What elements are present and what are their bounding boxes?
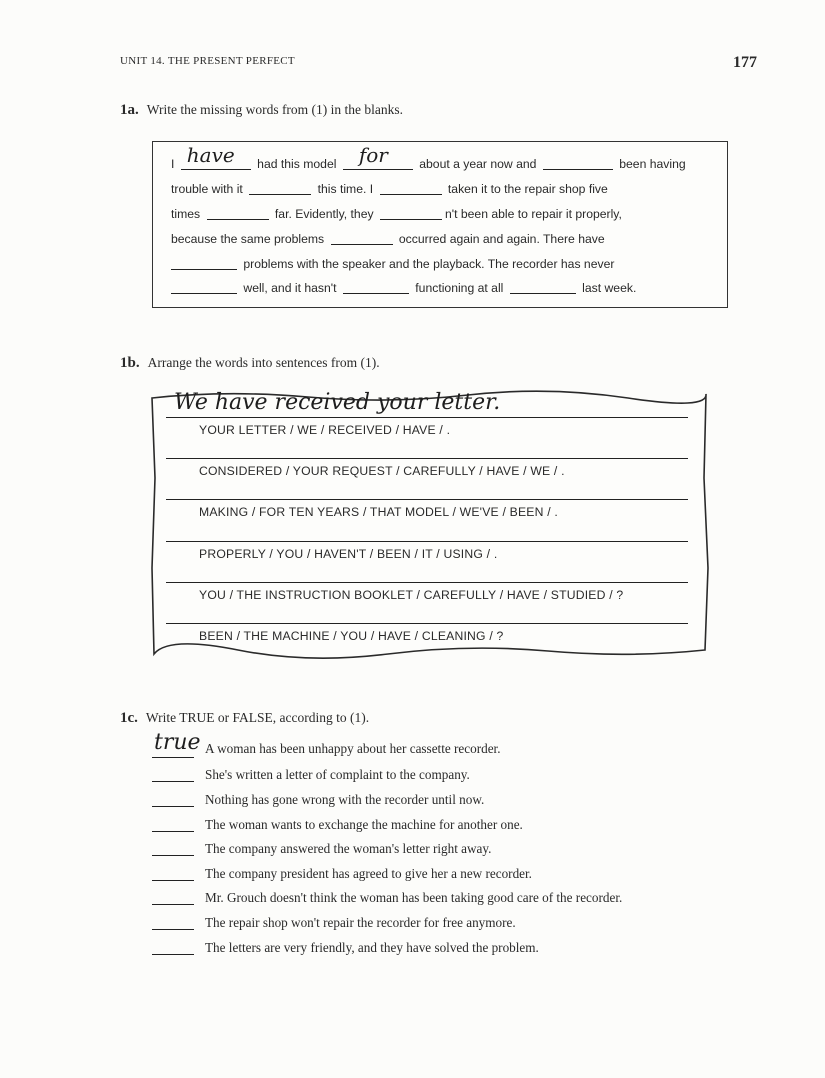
blank[interactable] (249, 182, 311, 195)
blank[interactable] (171, 281, 237, 294)
true-false-blank[interactable] (152, 855, 194, 856)
exercise-1a-heading (120, 102, 403, 119)
paragraph-line-6 (171, 281, 636, 295)
scrambled-sentence-5: YOU / THE INSTRUCTION BOOKLET / CAREFULLY / HAVE / STUDIED / ? (199, 588, 624, 602)
blank[interactable] (171, 257, 237, 270)
scrambled-sentence-6: BEEN / THE MACHINE / YOU / HAVE / CLEANING / ? (199, 629, 504, 643)
answer-line[interactable] (166, 499, 688, 500)
text-segment: times (171, 207, 201, 221)
exercise-1c-number: 1c. (120, 710, 138, 726)
scrambled-sentence-2: CONSIDERED / YOUR REQUEST / CAREFULLY / HAVE / WE / . (199, 464, 565, 478)
text-segment: n't been able to repair it properly, (444, 207, 622, 221)
true-false-blank[interactable] (152, 806, 194, 807)
text-segment: functioning at all (415, 281, 504, 295)
true-false-blank[interactable] (152, 831, 194, 832)
exercise-1b-number: 1b. (120, 355, 140, 371)
paragraph-line-1 (171, 143, 686, 171)
handwritten-answer: for (358, 143, 388, 167)
exercise-1a-number: 1a. (120, 102, 139, 118)
text-segment: had this model (257, 157, 337, 171)
answer-line[interactable] (166, 623, 688, 624)
answer-line[interactable] (166, 417, 688, 418)
true-false-blank[interactable] (152, 904, 194, 905)
handwritten-answer: have (186, 143, 235, 167)
true-false-blank[interactable] (152, 757, 194, 758)
blank[interactable] (343, 281, 409, 294)
true-false-blank[interactable] (152, 781, 194, 782)
statement-8: The repair shop won't repair the recorder for free anymore. (205, 915, 516, 930)
true-false-blank[interactable] (152, 954, 194, 955)
true-false-blank[interactable] (152, 880, 194, 881)
text-segment: last week. (582, 281, 637, 295)
answer-line[interactable] (166, 541, 688, 542)
blank-answer[interactable] (343, 143, 413, 170)
exercise-1b-instruction: Arrange the words into sentences from (1). (147, 355, 380, 370)
text-segment: occurred again and again. There have (398, 232, 605, 246)
blank[interactable] (331, 232, 393, 245)
handwritten-example-answer: true (154, 730, 201, 755)
text-segment: this time. I (317, 182, 374, 196)
exercise-1b-heading (120, 355, 380, 372)
exercise-1c-heading (120, 710, 369, 727)
true-false-blank[interactable] (152, 929, 194, 930)
statement-1: A woman has been unhappy about her cassette recorder. (205, 741, 501, 756)
text-segment: well, and it hasn't (243, 281, 337, 295)
statement-9: The letters are very friendly, and they have solved the problem. (205, 940, 539, 955)
paragraph-line-4 (171, 232, 605, 246)
handwritten-example-answer: We have received your letter. (174, 390, 501, 415)
paragraph-line-5 (171, 257, 614, 271)
text-segment: I (171, 157, 175, 171)
blank[interactable] (207, 207, 269, 220)
statement-2: She's written a letter of complaint to the company. (205, 767, 470, 782)
scrambled-sentence-3: MAKING / FOR TEN YEARS / THAT MODEL / WE'VE / BEEN / . (199, 505, 558, 519)
page-number: 177 (733, 54, 757, 71)
blank[interactable] (510, 281, 576, 294)
running-head: UNIT 14. THE PRESENT PERFECT (120, 55, 295, 67)
scrambled-sentence-4: PROPERLY / YOU / HAVEN'T / BEEN / IT / USING / . (199, 547, 498, 561)
scrambled-sentence-1: YOUR LETTER / WE / RECEIVED / HAVE / . (199, 423, 451, 437)
blank[interactable] (543, 157, 613, 170)
exercise-1a-instruction: Write the missing words from (1) in the blanks. (146, 102, 404, 117)
statement-4: The woman wants to exchange the machine for another one. (205, 817, 523, 832)
text-segment: trouble with it (171, 182, 243, 196)
text-segment: because the same problems (171, 232, 325, 246)
blank-answer[interactable] (181, 143, 251, 170)
statement-5: The company answered the woman's letter right away. (205, 841, 492, 856)
paragraph-line-2 (171, 182, 608, 196)
statement-7: Mr. Grouch doesn't think the woman has been taking good care of the recorder. (205, 890, 623, 905)
text-segment: been having (619, 157, 686, 171)
exercise-1c-instruction: Write TRUE or FALSE, according to (1). (145, 710, 370, 725)
answer-line[interactable] (166, 582, 688, 583)
text-segment: far. Evidently, they (274, 207, 374, 221)
text-segment: problems with the speaker and the playback. The recorder has never (243, 257, 615, 271)
statement-6: The company president has agreed to give her a new recorder. (205, 866, 532, 881)
answer-line[interactable] (166, 458, 688, 459)
blank[interactable] (380, 182, 442, 195)
statement-3: Nothing has gone wrong with the recorder until now. (205, 792, 485, 807)
blank[interactable] (380, 207, 442, 220)
text-segment: taken it to the repair shop five (447, 182, 608, 196)
paragraph-line-3 (171, 207, 622, 221)
text-segment: about a year now and (419, 157, 537, 171)
